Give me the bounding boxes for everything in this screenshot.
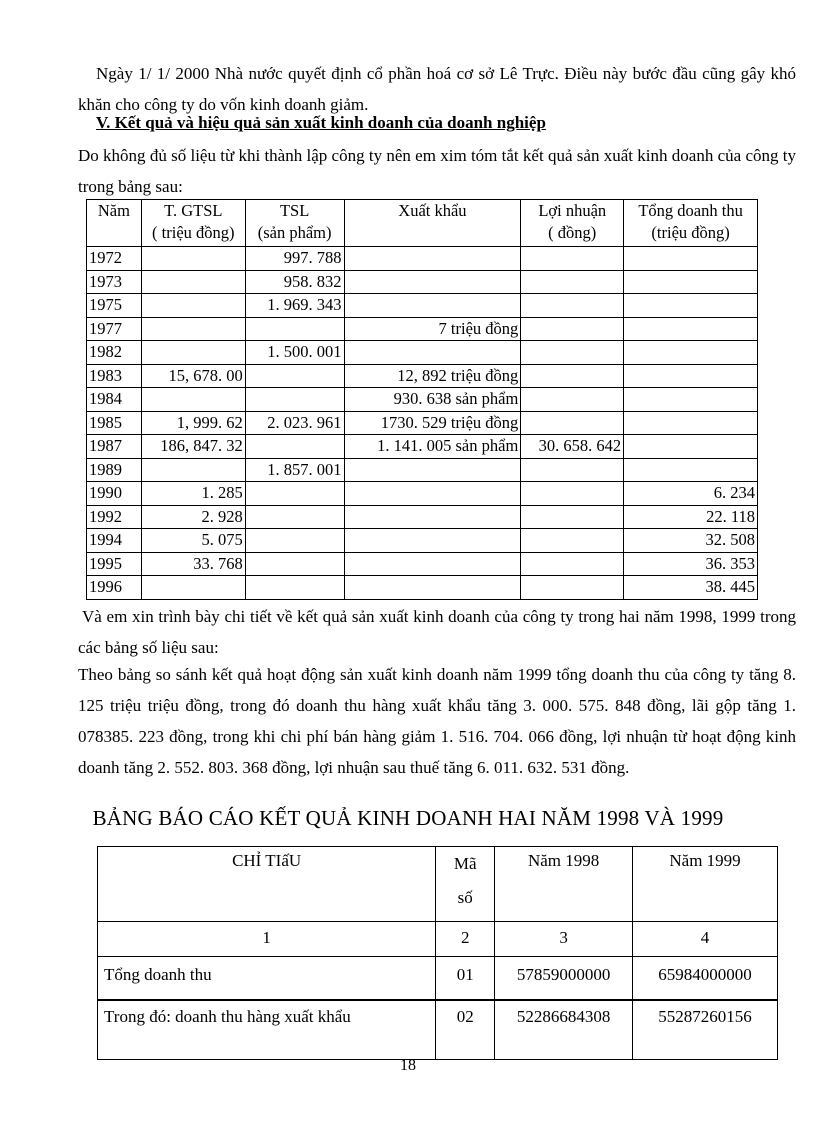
code-cell: 01 — [436, 957, 495, 1001]
year-cell: 1995 — [87, 552, 142, 576]
profit-cell — [521, 317, 624, 341]
revenue-cell — [624, 247, 758, 271]
header-tsl-label: TSL — [279, 201, 310, 220]
tsl-cell: 1. 857. 001 — [245, 458, 344, 482]
export-cell — [344, 270, 521, 294]
section-heading: V. Kết quả và hiệu quả sản xuất kinh doanh của doanh nghiệp — [96, 113, 546, 132]
value-1999-cell: 55287260156 — [633, 1000, 778, 1060]
revenue-cell — [624, 270, 758, 294]
gtsl-cell: 5. 075 — [141, 529, 245, 553]
export-cell: 1730. 529 triệu đồng — [344, 411, 521, 435]
revenue-cell: 22. 118 — [624, 505, 758, 529]
index-cell: 1 — [98, 922, 436, 957]
value-1998-cell: 52286684308 — [495, 1000, 633, 1060]
table-row — [87, 388, 758, 412]
profit-cell — [521, 505, 624, 529]
header-gtsl-unit: ( triệu đồng) — [152, 223, 235, 242]
comparison-paragraph: Theo bảng so sánh kết quả hoạt động sản xuất kinh doanh năm 1999 tổng doanh thu của công ty tăng 8. 125 triệu triệu đồng, trong đó doanh thu hàng xuất khẩu tăng 3. 000. 575. 848 đồng, lãi gộp tăng 1. 078385. 223 đồng, trong khi chi phí bán hàng giảm 1. 516. 704. 066 đồng, lợi nhuận từ hoạt động kinh doanh tăng 2. 552. 803. 368 đồng, lợi nhuận sau thuế tăng 6. 011. 632. 531 đồng. — [78, 665, 796, 777]
header-revenue-unit: (triệu đồng) — [651, 223, 730, 242]
revenue-cell: 6. 234 — [624, 482, 758, 506]
page-number: 18 — [400, 1057, 416, 1074]
table-row — [87, 576, 758, 600]
revenue-cell — [624, 388, 758, 412]
gtsl-cell — [141, 576, 245, 600]
revenue-cell — [624, 294, 758, 318]
index-cell: 3 — [495, 922, 633, 957]
tsl-cell — [245, 317, 344, 341]
report-table-row — [98, 957, 778, 1001]
summary-intro-paragraph: Do không đủ số liệu từ khi thành lập công ty nên em xim tóm tắt kết quả sản xuất kinh doanh của công ty trong bảng sau: — [78, 146, 796, 196]
export-cell: 7 triệu đồng — [344, 317, 521, 341]
export-cell — [344, 482, 521, 506]
value-1999-cell: 65984000000 — [633, 957, 778, 1001]
value-1998-cell: 57859000000 — [495, 957, 633, 1001]
report-table-index-row — [98, 922, 778, 957]
gtsl-cell — [141, 294, 245, 318]
table-row — [87, 529, 758, 553]
header-tsl — [245, 200, 344, 247]
tsl-cell — [245, 505, 344, 529]
export-cell: 1. 141. 005 sản phẩm — [344, 435, 521, 459]
export-cell: 930. 638 sản phẩm — [344, 388, 521, 412]
header-gtsl — [141, 200, 245, 247]
summary-table-body — [87, 247, 758, 600]
year-cell: 1983 — [87, 364, 142, 388]
report-table-row — [98, 1000, 778, 1060]
gtsl-cell: 33. 768 — [141, 552, 245, 576]
profit-cell — [521, 364, 624, 388]
header-tsl-unit: (sản phẩm) — [257, 223, 332, 242]
summary-table — [86, 199, 758, 600]
gtsl-cell: 2. 928 — [141, 505, 245, 529]
export-cell — [344, 341, 521, 365]
revenue-cell: 36. 353 — [624, 552, 758, 576]
year-cell: 1982 — [87, 341, 142, 365]
tsl-cell — [245, 576, 344, 600]
export-cell — [344, 247, 521, 271]
index-cell: 4 — [633, 922, 778, 957]
header-profit — [521, 200, 624, 247]
gtsl-cell: 1, 999. 62 — [141, 411, 245, 435]
header-export: Xuất khẩu — [344, 200, 521, 247]
header-indicator: CHỈ TIấU — [98, 847, 436, 922]
year-cell: 1989 — [87, 458, 142, 482]
indicator-cell: Trong đó: doanh thu hàng xuất khẩu — [98, 1000, 436, 1060]
profit-cell — [521, 458, 624, 482]
table-row — [87, 505, 758, 529]
profit-cell: 30. 658. 642 — [521, 435, 624, 459]
profit-cell — [521, 247, 624, 271]
tsl-cell — [245, 552, 344, 576]
revenue-cell — [624, 411, 758, 435]
gtsl-cell — [141, 341, 245, 365]
gtsl-cell — [141, 458, 245, 482]
year-cell: 1977 — [87, 317, 142, 341]
header-profit-unit: ( đồng) — [548, 223, 597, 242]
gtsl-cell — [141, 270, 245, 294]
summary-table-header — [87, 200, 758, 247]
table-row — [87, 458, 758, 482]
profit-cell — [521, 576, 624, 600]
revenue-cell — [624, 435, 758, 459]
header-code-line1: Mã — [453, 854, 477, 873]
report-table — [97, 846, 778, 1060]
gtsl-cell: 186, 847. 32 — [141, 435, 245, 459]
tsl-cell: 1. 969. 343 — [245, 294, 344, 318]
year-cell: 1985 — [87, 411, 142, 435]
table-row — [87, 482, 758, 506]
revenue-cell — [624, 458, 758, 482]
header-year: Năm — [87, 200, 142, 247]
header-code-line2: số — [457, 888, 473, 907]
header-code — [436, 847, 495, 922]
table-row — [87, 317, 758, 341]
tsl-cell — [245, 364, 344, 388]
gtsl-cell — [141, 388, 245, 412]
header-profit-label: Lợi nhuận — [538, 201, 607, 220]
revenue-cell: 38. 445 — [624, 576, 758, 600]
tsl-cell: 997. 788 — [245, 247, 344, 271]
profit-cell — [521, 270, 624, 294]
gtsl-cell — [141, 247, 245, 271]
year-cell: 1987 — [87, 435, 142, 459]
year-cell: 1972 — [87, 247, 142, 271]
tsl-cell: 958. 832 — [245, 270, 344, 294]
table-row — [87, 552, 758, 576]
report-table-header — [98, 847, 778, 922]
table-row — [87, 294, 758, 318]
report-table-title: BẢNG BÁO CÁO KẾT QUẢ KINH DOANH HAI NĂM 1998 VÀ 1999 — [92, 806, 724, 830]
year-cell: 1992 — [87, 505, 142, 529]
tsl-cell: 2. 023. 961 — [245, 411, 344, 435]
intro-paragraph: Ngày 1/ 1/ 2000 Nhà nước quyết định cổ phần hoá cơ sở Lê Trực. Điều này bước đầu cũng gây khó khăn cho công ty do vốn kinh doanh giảm. — [78, 64, 796, 114]
year-cell: 1973 — [87, 270, 142, 294]
table-row — [87, 270, 758, 294]
export-cell — [344, 576, 521, 600]
tsl-cell — [245, 529, 344, 553]
indicator-cell: Tổng doanh thu — [98, 957, 436, 1001]
tsl-cell — [245, 435, 344, 459]
profit-cell — [521, 388, 624, 412]
table-row — [87, 247, 758, 271]
header-revenue-label: Tổng doanh thu — [638, 201, 743, 220]
export-cell — [344, 505, 521, 529]
profit-cell — [521, 482, 624, 506]
year-cell: 1996 — [87, 576, 142, 600]
profit-cell — [521, 552, 624, 576]
revenue-cell: 32. 508 — [624, 529, 758, 553]
export-cell — [344, 458, 521, 482]
year-cell: 1990 — [87, 482, 142, 506]
gtsl-cell — [141, 317, 245, 341]
table-row — [87, 341, 758, 365]
header-gtsl-label: T. GTSL — [164, 201, 223, 220]
gtsl-cell: 1. 285 — [141, 482, 245, 506]
tsl-cell — [245, 388, 344, 412]
header-1998: Năm 1998 — [495, 847, 633, 922]
table-row — [87, 411, 758, 435]
revenue-cell — [624, 364, 758, 388]
export-cell — [344, 294, 521, 318]
header-revenue — [624, 200, 758, 247]
profit-cell — [521, 411, 624, 435]
export-cell — [344, 552, 521, 576]
year-cell: 1984 — [87, 388, 142, 412]
export-cell: 12, 892 triệu đồng — [344, 364, 521, 388]
gtsl-cell: 15, 678. 00 — [141, 364, 245, 388]
table-row — [87, 364, 758, 388]
profit-cell — [521, 529, 624, 553]
header-1999: Năm 1999 — [633, 847, 778, 922]
table-row — [87, 435, 758, 459]
year-cell: 1975 — [87, 294, 142, 318]
revenue-cell — [624, 317, 758, 341]
index-cell: 2 — [436, 922, 495, 957]
tsl-cell — [245, 482, 344, 506]
profit-cell — [521, 341, 624, 365]
export-cell — [344, 529, 521, 553]
revenue-cell — [624, 341, 758, 365]
profit-cell — [521, 294, 624, 318]
tsl-cell: 1. 500. 001 — [245, 341, 344, 365]
year-cell: 1994 — [87, 529, 142, 553]
code-cell: 02 — [436, 1000, 495, 1060]
detail-intro-paragraph: Và em xin trình bày chi tiết về kết quả sản xuất kinh doanh của công ty trong hai năm 1998, 1999 trong các bảng số liệu sau: — [78, 607, 796, 657]
